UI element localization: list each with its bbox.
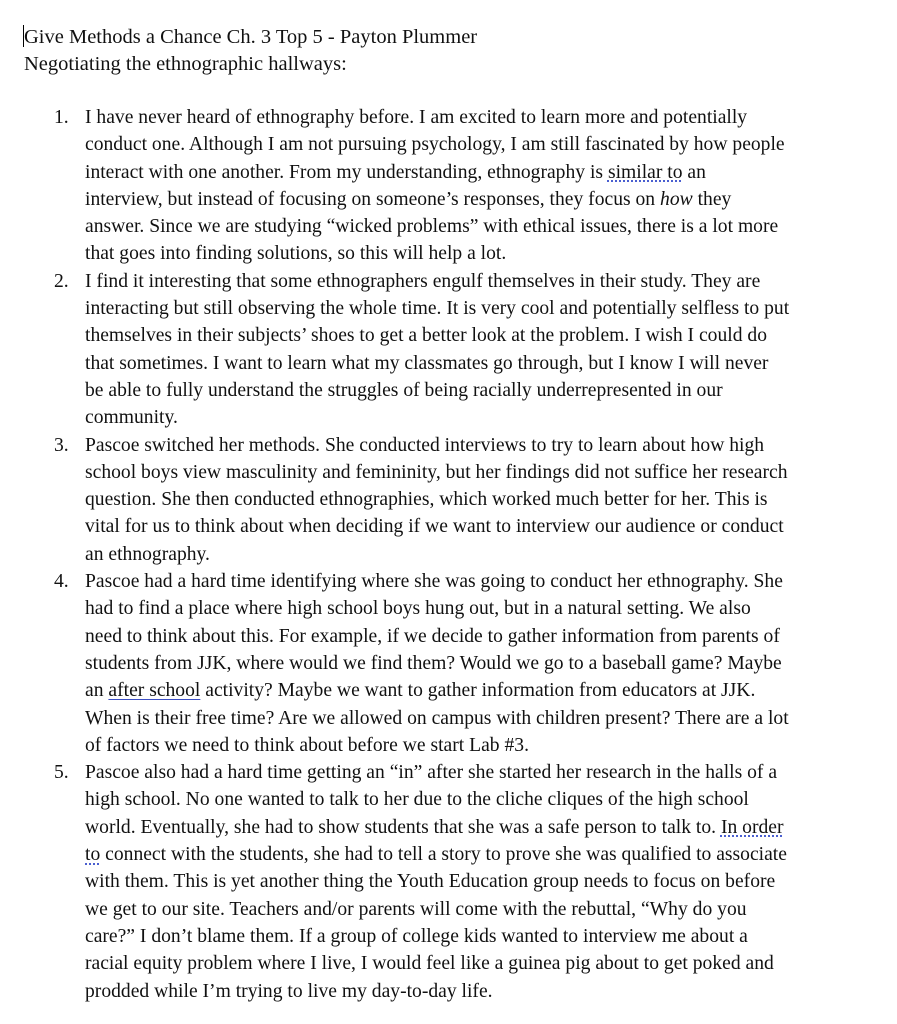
- text-line: that sometimes. I want to learn what my classmates go through, but I know I will never: [85, 352, 769, 374]
- text-line: community.: [85, 407, 178, 429]
- text-line: conduct one. Although I am not pursuing psychology, I am still fascinated by how people: [85, 134, 785, 156]
- numbered-list: [0, 104, 897, 1005]
- text-line: world. Eventually, she had to show students that she was a safe person to talk to. In order: [85, 816, 784, 838]
- list-item-text: [85, 268, 885, 432]
- text-line: school boys view masculinity and femininity, but her findings did not suffice her research: [85, 461, 788, 483]
- text-line: students from JJK, where would we find them? Would we go to a baseball game? Maybe: [85, 652, 782, 674]
- list-item: [0, 432, 897, 568]
- document-title: Give Methods a Chance Ch. 3 Top 5 - Payton Plummer: [24, 26, 478, 48]
- list-item-text: [85, 104, 885, 268]
- text-line: need to think about this. For example, if we decide to gather information from parents of: [85, 625, 780, 647]
- text-line: I find it interesting that some ethnographers engulf themselves in their study. They are: [85, 270, 761, 292]
- text-line: we get to our site. Teachers and/or parents will come with the rebuttal, “Why do you: [85, 898, 747, 920]
- text-line: had to find a place where high school boys hung out, but in a natural setting. We also: [85, 598, 751, 620]
- text-line: an after school activity? Maybe we want to gather information from educators at JJK.: [85, 680, 756, 702]
- text-line: interact with one another. From my understanding, ethnography is similar to an: [85, 161, 706, 183]
- text-line: of factors we need to think about before we start Lab #3.: [85, 734, 529, 756]
- list-item-number: 2.: [54, 270, 69, 292]
- text-line: to connect with the students, she had to tell a story to prove she was qualified to associate: [85, 844, 787, 866]
- text-line: Pascoe had a hard time identifying where she was going to conduct her ethnography. She: [85, 571, 783, 593]
- text-line: vital for us to think about when deciding if we want to interview our audience or conduct: [85, 516, 784, 538]
- grammar-underline[interactable]: to: [85, 844, 101, 866]
- text-line: Pascoe switched her methods. She conducted interviews to try to learn about how high: [85, 434, 765, 456]
- text-line: with them. This is yet another thing the Youth Education group needs to focus on before: [85, 871, 776, 893]
- text-line: racial equity problem where I live, I would feel like a guinea pig about to get poked and: [85, 953, 774, 975]
- list-item: [0, 268, 897, 432]
- text-line: that goes into finding solutions, so this will help a lot.: [85, 243, 507, 265]
- text-line: When is their free time? Are we allowed on campus with children present? There are a lot: [85, 707, 789, 729]
- text-line: answer. Since we are studying “wicked problems” with ethical issues, there is a lot more: [85, 216, 779, 238]
- text-line: I have never heard of ethnography before. I am excited to learn more and potentially: [85, 107, 748, 128]
- text-line: interacting but still observing the whole time. It is very cool and potentially selfless to put: [85, 298, 790, 320]
- list-item-text: [85, 568, 885, 759]
- grammar-underline[interactable]: similar to: [607, 161, 683, 183]
- list-item: [0, 104, 897, 268]
- list-item-number: 5.: [54, 762, 69, 784]
- text-line: themselves in their subjects’ shoes to get a better look at the problem. I wish I could do: [85, 325, 767, 347]
- grammar-underline[interactable]: In order: [720, 816, 784, 838]
- text-line: care?” I don’t blame them. If a group of college kids wanted to interview me about a: [85, 925, 748, 947]
- list-item-number: 3.: [54, 434, 69, 456]
- text-line: question. She then conducted ethnographies, which worked much better for her. This is: [85, 489, 768, 511]
- suggestion-underline[interactable]: after school: [108, 680, 201, 702]
- list-item-number: 1.: [54, 107, 69, 128]
- list-item-text: [85, 432, 885, 568]
- list-item-text: [85, 759, 885, 1005]
- list-item: [0, 759, 897, 1005]
- document-subtitle: Negotiating the ethnographic hallways:: [24, 53, 347, 75]
- list-item-number: 4.: [54, 571, 69, 593]
- italic-text: how: [660, 188, 693, 210]
- list-item: [0, 568, 897, 759]
- text-line: an ethnography.: [85, 543, 210, 565]
- text-line: Pascoe also had a hard time getting an “in” after she started her research in the halls of a: [85, 762, 778, 784]
- text-line: interview, but instead of focusing on someone’s responses, they focus on how they: [85, 188, 732, 210]
- text-line: be able to fully understand the struggles of being racially underrepresented in our: [85, 379, 723, 401]
- text-line: prodded while I’m trying to live my day-to-day life.: [85, 980, 493, 1002]
- text-line: high school. No one wanted to talk to her due to the cliche cliques of the high school: [85, 789, 749, 811]
